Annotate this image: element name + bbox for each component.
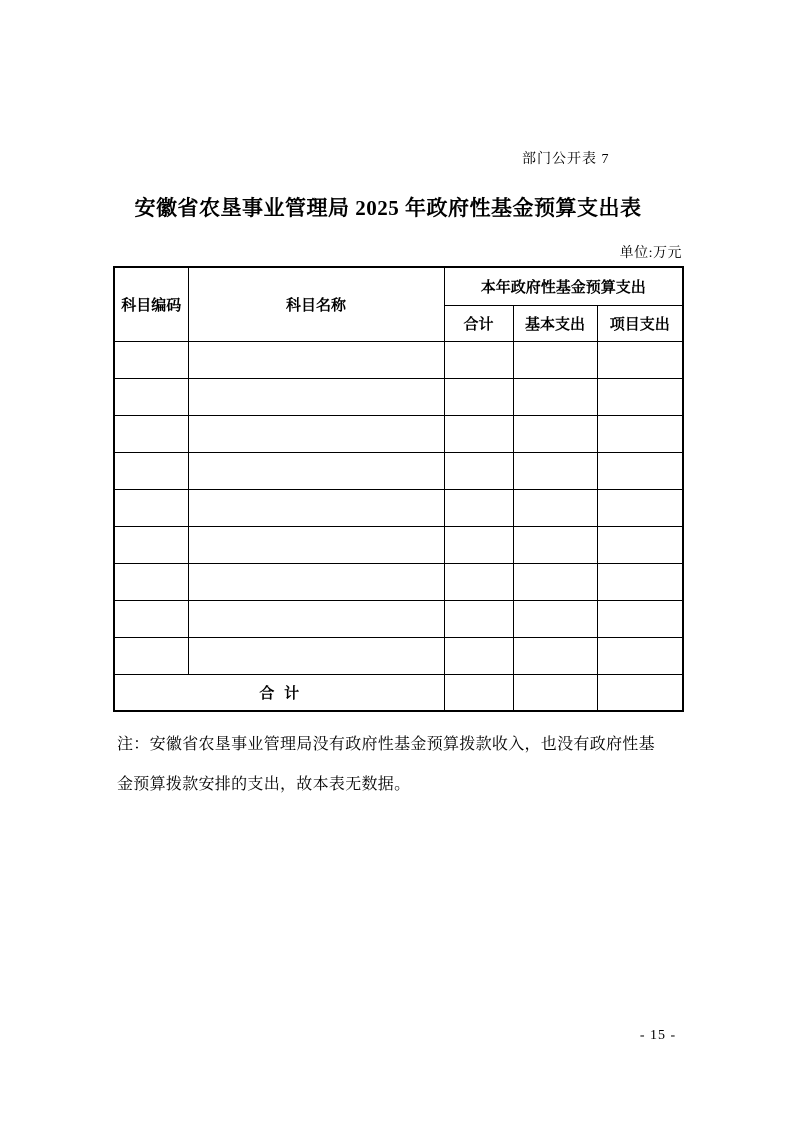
table-cell-project: [597, 452, 683, 489]
table-cell-subject-name: [188, 563, 444, 600]
header-group-current-year: 本年政府性基金预算支出: [444, 267, 683, 305]
table-cell-subject-code: [114, 415, 188, 452]
table-cell-project: [597, 415, 683, 452]
table-cell-total: [444, 600, 513, 637]
table-cell-subject-name: [188, 378, 444, 415]
table-cell-subject-name: [188, 637, 444, 674]
table-cell-total: [444, 415, 513, 452]
table-cell-basic: [513, 563, 597, 600]
table-cell-total: [444, 526, 513, 563]
table-body: [114, 341, 683, 674]
header-basic-expenditure: 基本支出: [513, 305, 597, 341]
note-line-1: 注：安徽省农垦事业管理局没有政府性基金预算拨款收入，也没有政府性基: [117, 736, 655, 753]
table-cell-basic: [513, 637, 597, 674]
page-number: - 15 -: [639, 1028, 677, 1043]
table-cell-basic: [513, 452, 597, 489]
table-cell-total: [444, 378, 513, 415]
table-cell-project: [597, 563, 683, 600]
table-row: [114, 526, 683, 563]
table-cell-subject-name: [188, 452, 444, 489]
table-cell-subject-code: [114, 563, 188, 600]
table-header: [114, 267, 683, 341]
doc-label: 部门公开表 7: [522, 152, 610, 167]
unit-label: 单位:万元: [619, 246, 682, 261]
header-total: 合计: [444, 305, 513, 341]
table-row: [114, 452, 683, 489]
header-subject-code: 科目编码: [114, 267, 188, 341]
table-cell-subject-code: [114, 489, 188, 526]
page-title: 安徽省农垦事业管理局 2025 年政府性基金预算支出表: [134, 196, 642, 220]
table-cell-total: [444, 489, 513, 526]
table-cell-subject-name: [188, 526, 444, 563]
table-cell-project: [597, 600, 683, 637]
table-row: [114, 563, 683, 600]
table-cell-project: [597, 526, 683, 563]
total-row-basic-cell: [513, 674, 597, 711]
table-cell-total: [444, 341, 513, 378]
table-row: [114, 637, 683, 674]
table-cell-total: [444, 452, 513, 489]
table-row: [114, 600, 683, 637]
table-cell-subject-code: [114, 600, 188, 637]
note: [117, 725, 677, 805]
table-cell-basic: [513, 526, 597, 563]
table-cell-subject-code: [114, 452, 188, 489]
table-row: [114, 415, 683, 452]
table-cell-subject-name: [188, 341, 444, 378]
table-cell-subject-name: [188, 415, 444, 452]
total-row-label: 合 计: [114, 674, 444, 711]
table-cell-basic: [513, 489, 597, 526]
table-row: [114, 378, 683, 415]
table-cell-basic: [513, 415, 597, 452]
header-subject-name: 科目名称: [188, 267, 444, 341]
table-cell-subject-code: [114, 526, 188, 563]
table-cell-total: [444, 637, 513, 674]
total-row-project-cell: [597, 674, 683, 711]
table-row: [114, 341, 683, 378]
table-cell-total: [444, 563, 513, 600]
header-project-expenditure: 项目支出: [597, 305, 683, 341]
table-cell-basic: [513, 600, 597, 637]
table-row: [114, 489, 683, 526]
table-cell-project: [597, 341, 683, 378]
note-line-2: 金预算拨款安排的支出，故本表无数据。: [117, 776, 411, 793]
table-cell-subject-name: [188, 600, 444, 637]
table-cell-subject-name: [188, 489, 444, 526]
table-cell-project: [597, 378, 683, 415]
table-cell-subject-code: [114, 341, 188, 378]
table-cell-project: [597, 489, 683, 526]
total-row-total-cell: [444, 674, 513, 711]
table-cell-basic: [513, 378, 597, 415]
table-cell-project: [597, 637, 683, 674]
table-cell-basic: [513, 341, 597, 378]
total-row: [114, 674, 683, 711]
table-cell-subject-code: [114, 637, 188, 674]
budget-table: [113, 266, 684, 712]
table-cell-subject-code: [114, 378, 188, 415]
table-footer: [114, 674, 683, 711]
